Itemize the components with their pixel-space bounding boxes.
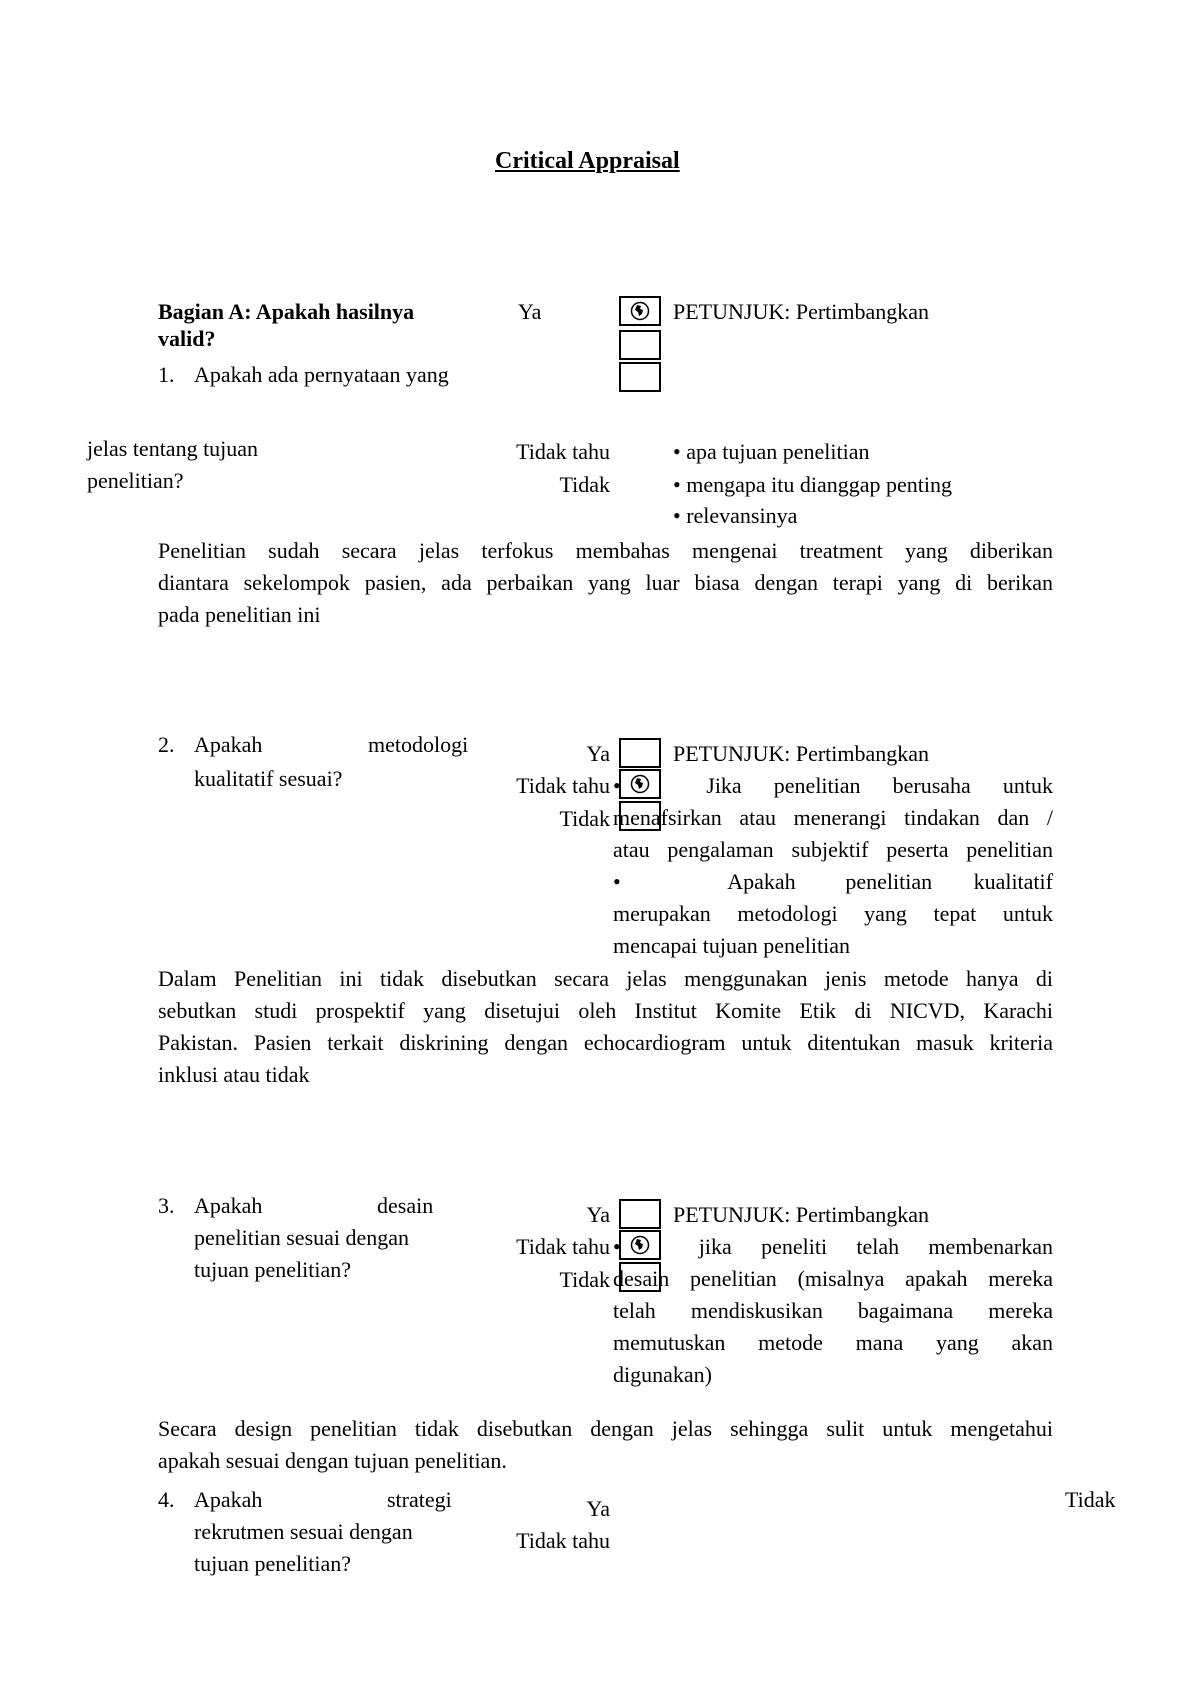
q2-option-tidak-tahu: Tidak tahu (516, 773, 610, 798)
q4-question-word1: Apakah (194, 1487, 263, 1512)
q4-number: 4. (158, 1487, 175, 1512)
q3-question-cont2: tujuan penelitian? (194, 1257, 351, 1282)
q2-hints: • Jika penelitian berusaha untuk menafsirkan atau menerangi tindakan dan / atau pengalaman subjektif peserta penelitian • Apakah penelitian kualitatif merupakan metodologi yang tepat untuk mencapai tujuan penelitian (613, 773, 1053, 958)
q1-question: Apakah ada pernyataan yang (194, 362, 449, 387)
q2-question-word2: metodologi (368, 732, 469, 757)
section-heading-cont: valid? (158, 326, 216, 351)
q1-answer: Penelitian sudah secara jelas terfokus membahas mengenai treatment yang diberikan diantara sekelompok pasien, ada perbaikan yang luar biasa dengan terapi yang di berikan pada penelitian ini (158, 538, 1053, 627)
q2-question-cont: kualitatif sesuai? (194, 766, 343, 791)
q2-question-word1: Apakah (194, 732, 263, 757)
q4-question-cont2: tujuan penelitian? (194, 1551, 351, 1576)
q1-question-cont2: penelitian? (87, 468, 184, 493)
q3-number: 3. (158, 1193, 175, 1218)
q1-number: 1. (158, 362, 175, 387)
q1-hint-1: • apa tujuan penelitian (673, 439, 870, 464)
q2-option-ya: Ya (586, 741, 610, 766)
q3-answer: Secara design penelitian tidak disebutkan dengan jelas sehingga sulit untuk mengetahui apakah sesuai dengan tujuan penelitian. (158, 1416, 1053, 1473)
q1-checkbox-ya[interactable] (619, 296, 661, 326)
q3-checkbox-ya[interactable] (619, 1199, 661, 1229)
q2-petunjuk: PETUNJUK: Pertimbangkan (673, 741, 930, 766)
q1-hint-2: • mengapa itu dianggap penting (673, 472, 952, 497)
q1-option-tidak: Tidak (559, 472, 610, 497)
q1-question-cont: jelas tentang tujuan (87, 436, 259, 461)
q3-option-tidak: Tidak (559, 1267, 610, 1292)
q4-option-ya: Ya (586, 1496, 610, 1521)
q3-question-cont: penelitian sesuai dengan (194, 1225, 410, 1250)
page-title: Critical Appraisal (495, 148, 680, 174)
q3-option-ya: Ya (586, 1202, 610, 1227)
q2-answer: Dalam Penelitian ini tidak disebutkan secara jelas menggunakan jenis metode hanya di sebutkan studi prospektif yang disetujui oleh Institut Komite Etik di NICVD, Karachi Pakistan. Pasien terkait diskrining dengan echocardiogram untuk ditentukan masuk kriteria inklusi atau tidak (158, 966, 1053, 1087)
q2-checkbox-ya[interactable] (619, 738, 661, 768)
q1-option-tidak-tahu: Tidak tahu (516, 439, 610, 464)
q1-hint-3: • relevansinya (673, 503, 798, 528)
q1-option-ya: Ya (518, 299, 542, 324)
q3-option-tidak-tahu: Tidak tahu (516, 1234, 610, 1259)
q3-question-word2: desain (377, 1193, 434, 1218)
q1-checkbox-tidak-tahu[interactable] (619, 330, 661, 360)
q3-question-word1: Apakah (194, 1193, 263, 1218)
globe-check-icon (630, 301, 650, 321)
q1-checkbox-tidak[interactable] (619, 362, 661, 392)
q3-hints: • jika peneliti telah membenarkan desain penelitian (misalnya apakah mereka telah mendiskusikan bagaimana mereka memutuskan metode mana yang akan digunakan) (613, 1234, 1053, 1387)
q4-option-tidak: Tidak (1065, 1487, 1116, 1512)
q4-question-word2: strategi (387, 1487, 452, 1512)
q4-question-cont: rekrutmen sesuai dengan (194, 1519, 413, 1544)
q2-option-tidak: Tidak (559, 806, 610, 831)
q1-petunjuk: PETUNJUK: Pertimbangkan (673, 299, 930, 324)
q2-number: 2. (158, 732, 175, 757)
q4-option-tidak-tahu: Tidak tahu (516, 1528, 610, 1553)
q3-petunjuk: PETUNJUK: Pertimbangkan (673, 1202, 930, 1227)
section-heading: Bagian A: Apakah hasilnya (158, 299, 415, 324)
